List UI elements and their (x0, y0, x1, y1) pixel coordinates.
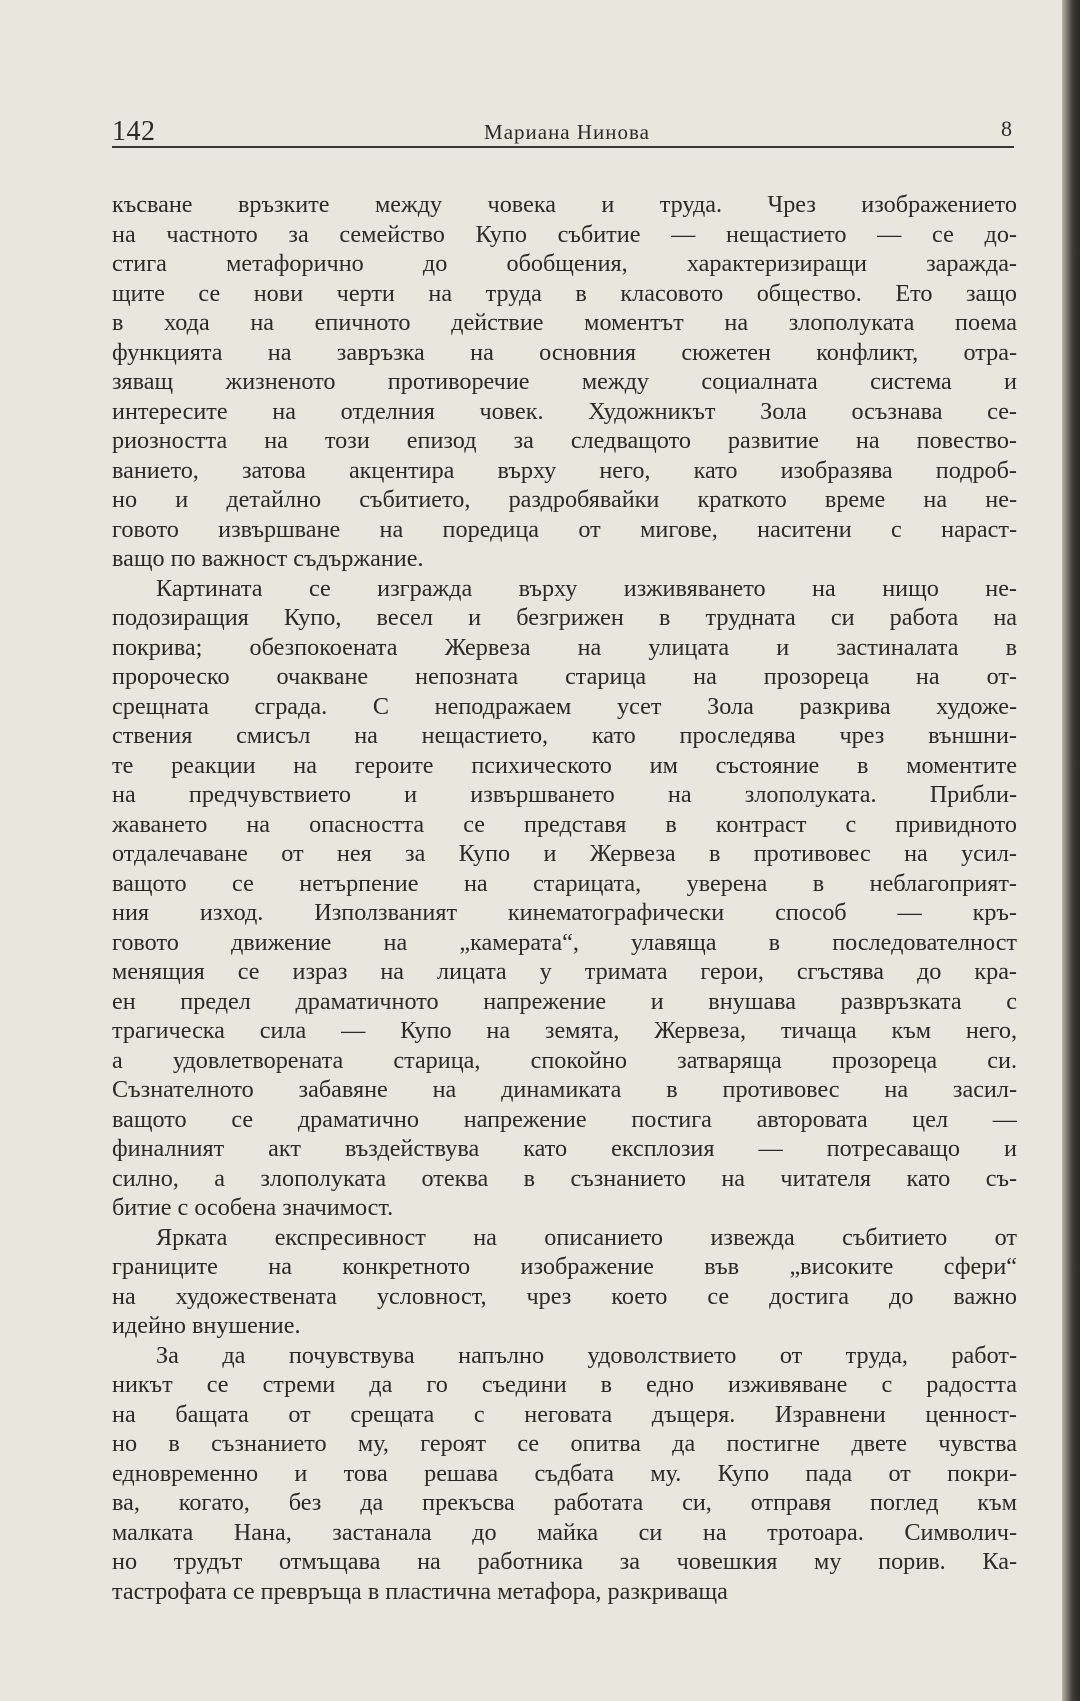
text-line: подозиращия Купо, весел и безгрижен в трудната си работа на (112, 604, 1017, 631)
text-line: За да почувствува напълно удоволствието от труда, работ- (156, 1341, 1017, 1369)
text-line: отдалечаване от нея за Купо и Жервеза в противовес на усил- (112, 840, 1017, 867)
text-line: финалният акт въздействува като експлозия — потресаващо и (112, 1135, 1017, 1162)
text-line: ствения смисъл на нещастието, като проследява чрез външни- (112, 722, 1017, 749)
text-line: тастрофата се превръща в пластична метафора, разкриваща (112, 1577, 728, 1605)
text-line: на частното за семейство Купо събитие — нещастието — се до- (112, 220, 1017, 248)
text-line: на бащата от срещата с неговата дъщеря. Изравнени ценност- (112, 1400, 1017, 1428)
text-line: щите се нови черти на труда в класовото общество. Ето защо (112, 279, 1017, 307)
text-line: ен предел драматичното напрежение и внушава развръзката с (112, 987, 1017, 1015)
text-line: а удовлетворената старица, спокойно затваряща прозореца си. (112, 1046, 1017, 1074)
text-line: ващото се нетърпение на старицата, уверена в неблагоприят- (112, 869, 1017, 897)
text-line: менящия се израз на лицата у тримата герои, сгъстява до кра- (112, 958, 1017, 985)
text-line: ва, когато, без да прекъсва работата си, отправя поглед към (112, 1489, 1017, 1516)
text-line: ващото се драматично напрежение постига авторовата цел — (112, 1105, 1017, 1133)
text-line: покрива; обезпокоената Жервеза на улицата и застиналата в (112, 633, 1017, 661)
text-line: те реакции на героите психическото им състояние в моментите (112, 751, 1017, 779)
text-line: зяващ жизненото противоречие между социалната система и (112, 368, 1017, 395)
text-line: стига метафорично до обобщения, характеризиращи заражда- (112, 250, 1017, 277)
text-line: но трудът отмъщава на работника за човешкия му порив. Ка- (112, 1548, 1017, 1575)
body-text (112, 190, 1017, 1606)
text-line: жаването на опасността се представя в контраст с привидното (112, 810, 1017, 838)
text-line: никът се стреми да го съедини в едно изживяване с радостта (112, 1371, 1017, 1398)
text-line: късване връзките между човека и труда. Чрез изображението (112, 191, 1017, 218)
text-line: срещната сграда. С неподражаем усет Зола разкрива художе- (112, 692, 1017, 720)
paragraph (112, 190, 1017, 574)
text-line: ванието, затова акцентира върху него, като изобразява подроб- (112, 456, 1017, 484)
text-line: границите на конкретното изображение във „високите сфери“ (112, 1253, 1017, 1280)
text-line: риозността на този епизод за следващото развитие на повество- (112, 427, 1017, 454)
text-line: в хода на епичното действие моментът на злополуката поема (112, 309, 1017, 336)
text-line: битие с особена значимост. (112, 1194, 394, 1221)
paragraph (112, 1341, 1017, 1607)
text-line: ния изход. Използваният кинематографически способ — кръ- (112, 899, 1017, 926)
paragraph (112, 1223, 1017, 1341)
page-header (112, 112, 1012, 148)
text-line: трагическа сила — Купо на земята, Жервеза, тичаща към него, (112, 1017, 1017, 1044)
text-line: функцията на завръзка на основния сюжетен конфликт, отра- (112, 338, 1017, 366)
text-line: на предчувствието и извършването на злополуката. Прибли- (112, 781, 1017, 808)
text-line: Картината се изгражда върху изживяването на нищо не- (156, 574, 1017, 602)
page-number: 142 (112, 116, 156, 147)
text-line: говото извършване на поредица от мигове, наситени с нараст- (112, 515, 1017, 543)
text-line: пророческо очакване непозната старица на прозореца на от- (112, 663, 1017, 690)
text-line: на художествената условност, чрез което се достига до важно (112, 1282, 1017, 1310)
text-line: едновременно и това решава съдбата му. Купо пада от покри- (112, 1459, 1017, 1487)
text-line: ващо по важност съдържание. (112, 545, 424, 572)
text-line: Съзнателното забавяне на динамиката в противовес на засил- (112, 1076, 1017, 1103)
paragraph (112, 574, 1017, 1223)
header-rule (112, 146, 1014, 148)
text-line: но и детайлно събитието, раздробявайки краткото време на не- (112, 486, 1017, 513)
text-line: идейно внушение. (112, 1312, 301, 1339)
text-line: интересите на отделния човек. Художникът Зола осъзнава се- (112, 397, 1017, 425)
text-line: Ярката експресивност на описанието извежда събитието от (156, 1223, 1017, 1251)
text-line: говото движение на „камерата“, улавяща в последователност (112, 928, 1017, 956)
text-line: малката Нана, застанала до майка си на тротоара. Символич- (112, 1518, 1017, 1546)
running-head-author: Мариана Нинова (484, 120, 650, 144)
text-line: силно, а злополуката отеква в съзнанието на читателя като съ- (112, 1164, 1017, 1192)
text-line: но в съзнанието му, героят се опитва да постигне двете чувства (112, 1430, 1017, 1457)
book-spine-edge (1062, 0, 1080, 1701)
chapter-number: 8 (1001, 116, 1012, 141)
